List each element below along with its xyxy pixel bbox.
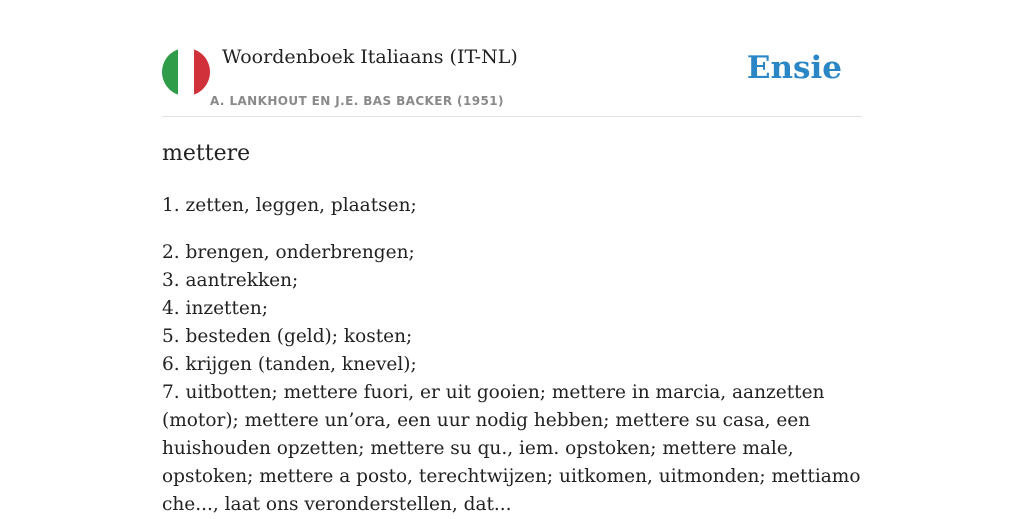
dictionary-title[interactable]: Woordenboek Italiaans (IT-NL) — [222, 46, 518, 68]
sense-item: 7. uitbotten; mettere fuori, er uit gooien; mettere in marcia, aanzetten (motor); mettere un’ora, een uur nodig hebben; mettere su casa, een huishouden opzetten; mettere su qu., iem. opstoken; mettere male, opstoken; mettere a posto, terechtwijzen; uitkomen, uitmonden; mettiamo che..., laat ons veronderstellen, dat... — [162, 382, 861, 515]
sense-item: 3. aantrekken; — [162, 270, 299, 291]
entry-senses — [162, 192, 862, 519]
italy-flag-icon — [162, 48, 210, 96]
sense-item: 4. inzetten; — [162, 298, 269, 319]
sense-item: 6. krijgen (tanden, knevel); — [162, 354, 417, 375]
sense-item: 5. besteden (geld); kosten; — [162, 326, 413, 347]
flag-stripe-red — [194, 48, 210, 96]
sense-item: 2. brengen, onderbrengen; — [162, 242, 415, 263]
entry-headword: mettere — [162, 141, 251, 166]
ensie-logo-link[interactable]: Ensie — [746, 50, 842, 86]
flag-stripe-white — [178, 48, 194, 96]
sense-item: 1. zetten, leggen, plaatsen; — [162, 195, 417, 216]
dictionary-card — [162, 0, 862, 515]
dictionary-header — [162, 0, 862, 117]
flag-stripe-green — [162, 48, 178, 96]
dictionary-author: A. LANKHOUT EN J.E. BAS BACKER (1951) — [210, 94, 504, 108]
